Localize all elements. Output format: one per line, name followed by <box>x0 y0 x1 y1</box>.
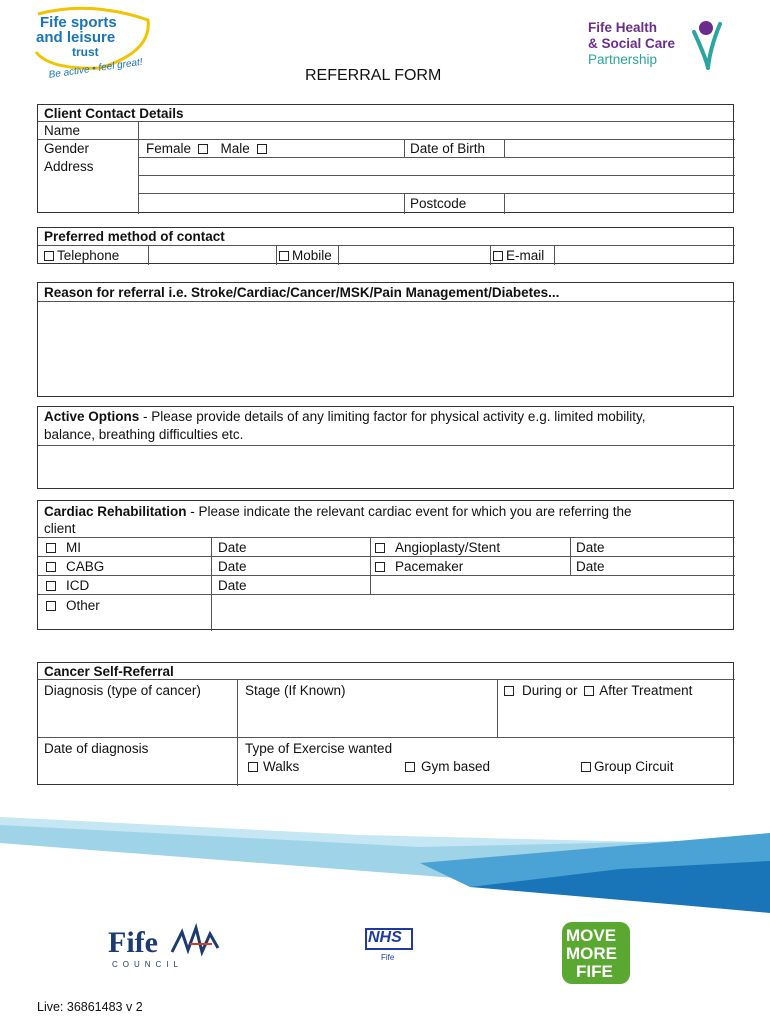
telephone-option[interactable] <box>44 248 119 264</box>
female-checkbox[interactable] <box>198 144 208 154</box>
fife-sports-line1: Fife sports <box>40 14 117 31</box>
male-label: Male <box>220 141 250 156</box>
during-checkbox[interactable] <box>504 686 514 696</box>
angioplasty-label: Angioplasty/Stent <box>395 540 501 555</box>
address-line1-field[interactable] <box>139 158 735 175</box>
mobile-option[interactable] <box>279 248 332 264</box>
active-options-field[interactable] <box>39 446 734 488</box>
fife-sports-line3: trust <box>72 45 99 59</box>
telephone-label: Telephone <box>57 248 120 263</box>
gym-checkbox[interactable] <box>405 762 415 772</box>
icd-label: ICD <box>66 578 90 593</box>
gender-options <box>146 141 270 157</box>
cardiac-section <box>37 500 734 630</box>
after-label: After Treatment <box>599 683 693 698</box>
email-option[interactable] <box>493 248 544 264</box>
during-label: During or <box>522 683 578 698</box>
angioplasty-date-label: Date <box>576 540 605 555</box>
move-more-line2: MORE <box>566 944 617 963</box>
form-title: REFERRAL FORM <box>305 67 442 84</box>
walks-option[interactable] <box>245 759 299 775</box>
address-label: Address <box>44 159 94 174</box>
fife-sports-line2: and leisure <box>36 29 116 46</box>
pacemaker-date-label: Date <box>576 559 605 574</box>
active-text-line1 <box>44 409 645 425</box>
pacemaker-option[interactable] <box>375 559 463 575</box>
icd-checkbox[interactable] <box>46 581 56 591</box>
mobile-checkbox[interactable] <box>279 251 289 261</box>
blue-wave-band <box>0 805 770 925</box>
fife-council-name: Fife <box>108 926 158 959</box>
move-more-fife-logo <box>562 920 642 986</box>
person-figure-icon <box>690 18 726 70</box>
email-checkbox[interactable] <box>493 251 503 261</box>
name-field[interactable] <box>139 122 735 139</box>
cabg-checkbox[interactable] <box>46 562 56 572</box>
other-details-field[interactable] <box>212 595 734 630</box>
reason-section <box>37 282 734 397</box>
cancer-section <box>37 662 734 785</box>
female-label: Female <box>146 141 192 156</box>
cardiac-text-line1 <box>44 504 632 520</box>
health-social-care-logo <box>588 18 728 73</box>
active-desc-line2: balance, breathing difficulties etc. <box>44 427 244 442</box>
mi-option[interactable] <box>46 540 81 556</box>
male-checkbox[interactable] <box>257 144 267 154</box>
contact-method-section <box>37 227 734 264</box>
gender-label: Gender <box>44 141 90 156</box>
dob-field[interactable] <box>505 140 735 157</box>
cabg-option[interactable] <box>46 559 104 575</box>
walks-label: Walks <box>263 759 300 774</box>
cardiac-heading: Cardiac Rehabilitation <box>44 504 187 519</box>
address-line2-field[interactable] <box>139 176 735 193</box>
icd-option[interactable] <box>46 578 89 594</box>
move-more-line1: MOVE <box>566 926 617 945</box>
cancer-heading: Cancer Self-Referral <box>44 664 174 679</box>
postcode-label: Postcode <box>410 196 467 211</box>
gym-option[interactable] <box>405 759 490 775</box>
angioplasty-option[interactable] <box>375 540 500 556</box>
date-of-diagnosis-label: Date of diagnosis <box>44 741 149 756</box>
active-options-section <box>37 406 734 489</box>
hscp-line3: Partnership <box>588 52 658 67</box>
fife-council-logo <box>108 922 223 972</box>
contact-heading: Preferred method of contact <box>44 229 225 244</box>
fife-council-sub: COUNCIL <box>112 960 184 969</box>
nhs-fife-logo <box>365 928 415 968</box>
active-heading: Active Options <box>44 409 140 424</box>
exercise-type-label: Type of Exercise wanted <box>245 741 393 756</box>
cabg-label: CABG <box>66 559 105 574</box>
walks-checkbox[interactable] <box>248 762 258 772</box>
hscp-line2: & Social Care <box>588 36 676 51</box>
mobile-label: Mobile <box>292 248 332 263</box>
cabg-date-label: Date <box>218 559 247 574</box>
version-footer: Live: 36861483 v 2 <box>37 1000 143 1014</box>
active-desc-line1: - Please provide details of any limiting factor for physical activity e.g. limited mobility, <box>139 409 646 424</box>
other-option[interactable] <box>46 598 100 614</box>
client-contact-section <box>37 104 734 213</box>
postcode-field[interactable] <box>505 194 735 213</box>
pacemaker-label: Pacemaker <box>395 559 464 574</box>
mi-date-label: Date <box>218 540 247 555</box>
pacemaker-checkbox[interactable] <box>375 562 385 572</box>
mi-label: MI <box>66 540 81 555</box>
angioplasty-checkbox[interactable] <box>375 543 385 553</box>
email-label: E-mail <box>506 248 545 263</box>
client-heading: Client Contact Details <box>44 106 184 121</box>
fife-sports-leisure-logo <box>30 2 160 87</box>
name-label: Name <box>44 123 81 138</box>
reason-heading: Reason for referral i.e. Stroke/Cardiac/Cancer/MSK/Pain Management/Diabetes... <box>44 285 560 300</box>
hscp-line1: Fife Health <box>588 20 658 35</box>
reason-field[interactable] <box>39 302 734 396</box>
fife-sports-tagline: Be active • feel great! <box>48 56 144 81</box>
other-checkbox[interactable] <box>46 601 56 611</box>
move-more-line3: FIFE <box>576 962 613 981</box>
other-label: Other <box>66 598 100 613</box>
nhs-sub: Fife <box>381 953 395 962</box>
treatment-options <box>504 683 692 699</box>
gym-label: Gym based <box>421 759 491 774</box>
icd-date-label: Date <box>218 578 247 593</box>
after-checkbox[interactable] <box>584 686 594 696</box>
group-option[interactable] <box>581 759 674 775</box>
group-checkbox[interactable] <box>581 762 591 772</box>
cardiac-desc-line2: client <box>44 521 76 536</box>
group-label: Group Circuit <box>594 759 674 774</box>
cardiac-desc-line1: - Please indicate the relevant cardiac event for which you are referring the <box>186 504 632 519</box>
telephone-checkbox[interactable] <box>44 251 54 261</box>
nhs-text: NHS <box>368 929 402 946</box>
mi-checkbox[interactable] <box>46 543 56 553</box>
diagnosis-label: Diagnosis (type of cancer) <box>44 683 201 698</box>
dob-label: Date of Birth <box>410 141 486 156</box>
stage-label: Stage (If Known) <box>245 683 346 698</box>
